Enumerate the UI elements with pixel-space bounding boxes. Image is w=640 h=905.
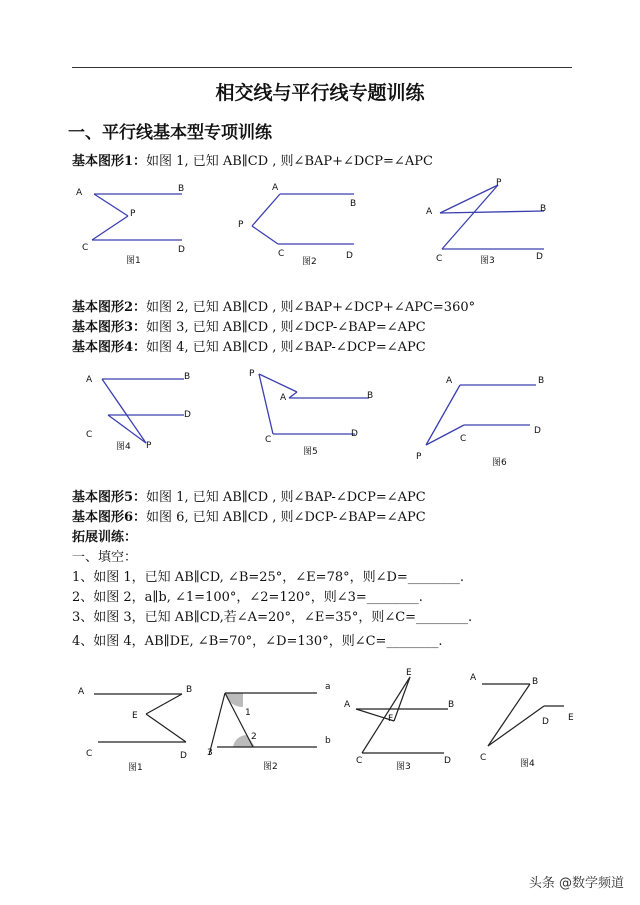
label-a: A [76,188,83,198]
label-c: C [86,430,93,440]
exercise-figure-2 [195,675,345,780]
question-3: 3、如图 3，已知 AB∥CD,若∠A=20°，∠E=35°，则∠C=________. [72,610,473,625]
figure-5 [245,362,380,462]
label-a: A [446,376,453,386]
label-c: C [86,749,93,759]
label-b: B [448,700,455,710]
basic-figure-2 [72,296,475,315]
figure-caption: 图3 [396,762,411,772]
label-b: B [350,199,357,209]
figure-caption: 图4 [520,759,535,769]
label-p: P [146,441,152,451]
basic-figure-1-text: 如图 1, 已知 AB∥CD , 则∠BAP+∠DCP=∠APC [146,154,433,169]
label-b: B [540,204,547,214]
label-angle-3: 3 [207,748,213,758]
label-e: E [568,713,574,723]
label-d: D [184,410,191,420]
figure-caption: 图5 [303,447,318,457]
section-heading: 一、平行线基本型专项训练 [68,123,272,143]
label-b: B [538,376,545,386]
label-d: D [351,429,358,439]
label-a: A [280,393,287,403]
basic-figure-5 [72,486,426,505]
label-c: C [82,243,89,253]
label-c: C [356,756,363,766]
basic-figure-2-text: 如图 2, 已知 AB∥CD , 则∠BAP+∠DCP+∠APC=360° [146,300,476,315]
label-d: D [534,426,541,436]
basic-figure-3-text: 如图 3, 已知 AB∥CD , 则∠DCP-∠BAP=∠APC [146,320,426,335]
label-d: D [444,756,451,766]
label-p: P [249,369,255,379]
figure-4 [80,365,210,460]
basic-figure-4-label: 基本图形4： [72,340,147,355]
question-4: 4、如图 4，AB∥DE, ∠B=70°，∠D=130°，则∠C=________. [72,634,443,649]
label-p: P [416,452,422,462]
label-c: C [265,435,272,445]
label-angle-1: 1 [245,708,251,718]
basic-figure-3-label: 基本图形3： [72,320,147,335]
label-b-line: b [325,736,331,746]
figure-3 [420,175,560,270]
fill-blank-heading: 一、填空： [72,550,138,565]
label-p: P [130,209,136,219]
label-e: E [132,711,138,721]
label-d: D [178,245,185,255]
basic-figure-3 [72,316,426,335]
basic-figure-6 [72,506,426,525]
figure-6 [410,365,560,470]
label-f: F [388,714,394,724]
label-b: B [367,391,374,401]
exercise-figure-1 [70,680,200,780]
label-b: B [184,372,191,382]
label-a: A [470,673,477,683]
basic-figure-6-label: 基本图形6： [72,510,147,525]
basic-figure-5-text: 如图 1, 已知 AB∥CD , 则∠BAP-∠DCP=∠APC [146,490,426,505]
figure-caption: 图1 [126,256,141,266]
figure-caption: 图2 [302,257,317,267]
question-1: 1、如图 1，已知 AB∥CD, ∠B=25°，∠E=78°，则∠D=________. [72,570,464,585]
label-c: C [436,254,443,264]
source-watermark: 头条 @数学频道 [528,876,624,891]
top-rule [72,67,572,68]
label-a: A [86,375,93,385]
basic-figure-1 [72,150,433,169]
basic-figure-1-label: 基本图形1： [72,154,147,169]
figure-1 [70,180,200,270]
label-a: A [344,700,351,710]
label-angle-2: 2 [251,732,257,742]
label-a: A [272,183,279,193]
label-c: C [460,434,467,444]
exercise-figure-4 [460,668,590,778]
figure-caption: 图4 [116,442,131,452]
label-p: P [238,220,244,230]
figure-caption: 图3 [480,256,495,266]
label-d: D [346,251,353,261]
label-d: D [180,751,187,761]
basic-figure-5-label: 基本图形5： [72,490,147,505]
extension-heading: 拓展训练： [72,530,138,545]
page-title: 相交线与平行线专题训练 [215,82,425,104]
label-b: B [532,677,539,687]
label-d: D [536,252,543,262]
label-a: A [426,207,433,217]
basic-figure-4-text: 如图 4, 已知 AB∥CD , 则∠BAP-∠DCP=∠APC [146,340,426,355]
label-c: C [278,249,285,259]
basic-figure-4 [72,336,426,355]
figure-caption: 图6 [492,458,507,468]
label-b: B [178,184,185,194]
exercise-figure-3 [340,665,470,780]
label-a: A [78,687,85,697]
label-c: C [480,753,487,763]
label-b: B [186,685,193,695]
label-d: D [542,717,549,727]
label-p: P [496,178,502,188]
question-2: 2、如图 2，a∥b, ∠1=100°，∠2=120°，则∠3=________. [72,590,423,605]
figure-caption: 图2 [263,762,278,772]
basic-figure-6-text: 如图 6, 已知 AB∥CD , 则∠DCP-∠BAP=∠APC [146,510,426,525]
figure-caption: 图1 [128,763,143,773]
figure-2 [232,180,362,270]
label-e: E [406,668,412,678]
label-a-line: a [325,682,331,692]
basic-figure-2-label: 基本图形2： [72,300,147,315]
